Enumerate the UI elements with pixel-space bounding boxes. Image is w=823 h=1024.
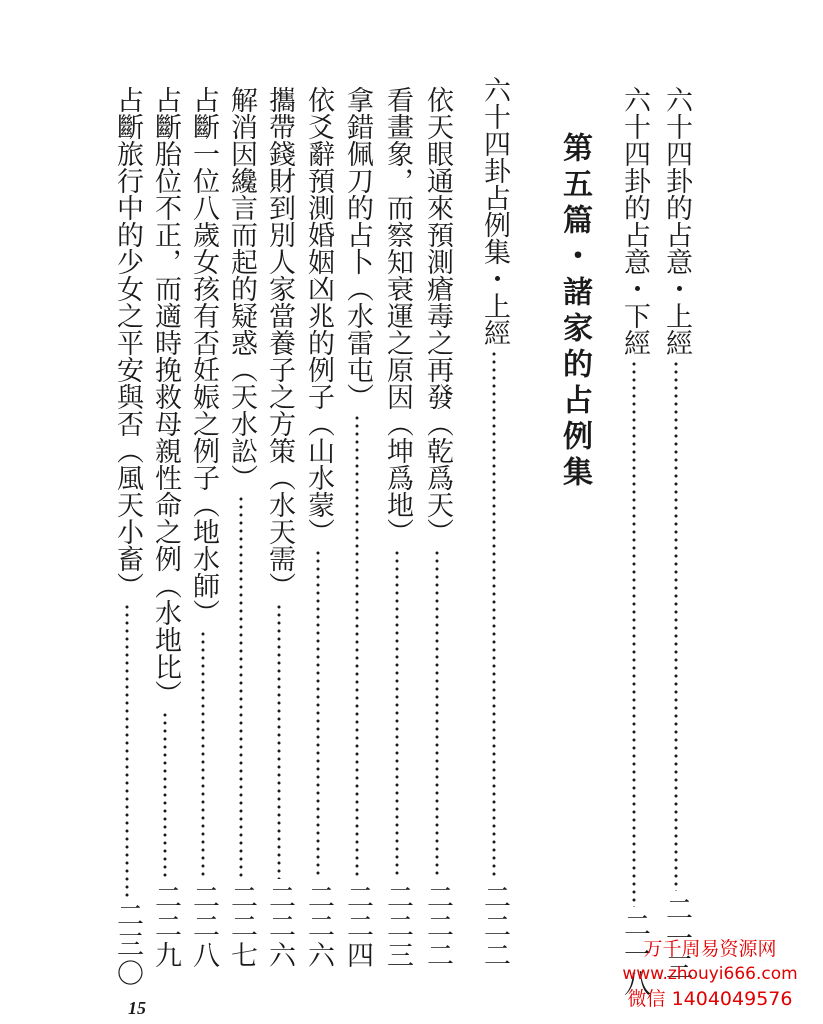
toc-entry-page: 二二六 [303, 883, 334, 970]
section-heading: 第五篇・諸家的占例集 [557, 132, 592, 492]
toc-entry-title: 看畫象，而察知衰運之原因（坤爲地） [382, 86, 413, 545]
toc-entry-title: 六十四卦占例集・上經 [479, 76, 510, 346]
toc-entry [262, 86, 296, 970]
site-watermark [600, 937, 820, 1012]
toc-entry-page: 二二七 [226, 883, 257, 970]
toc-entry-page: 二二三 [382, 883, 413, 970]
toc-entry [420, 86, 454, 970]
toc-entry [148, 86, 182, 970]
toc-entry-page: 二一八 [619, 911, 650, 998]
toc-entry [380, 86, 414, 970]
toc-entry-title: 拿錯佩刀的占卜（水雷屯） [342, 86, 373, 410]
toc-leader-dots [617, 360, 651, 907]
page-number: 15 [128, 998, 146, 1018]
toc-leader-dots [659, 360, 693, 891]
toc-entry-title: 占斷旅行中的少女之平安與否（風天小畜） [112, 86, 143, 599]
toc-leader-dots [380, 549, 414, 879]
toc-leader-dots [224, 495, 258, 879]
toc-entry-title: 依爻辭預測婚姻凶兆的例子（山水蒙） [303, 86, 334, 545]
toc-leader-dots [110, 603, 144, 897]
toc-entry-page: 二二六 [264, 883, 295, 970]
toc-leader-dots [148, 711, 182, 879]
watermark-line: 万千周易资源网 [643, 938, 777, 960]
watermark-contact: 微信 1404049576 [627, 988, 793, 1010]
toc-entry-lower-canon-meanings [617, 86, 651, 998]
toc-entry-page: 二二八 [188, 883, 219, 970]
toc-entry [186, 86, 220, 970]
toc-entry-title: 六十四卦的占意・上經 [661, 86, 692, 356]
toc-entry-title: 解消因纔言而起的疑惑（天水訟） [226, 86, 257, 491]
toc-leader-dots [262, 603, 296, 879]
toc-entry-title: 攜帶錢財到別人家當養子之方策（水天需） [264, 86, 295, 599]
toc-entry-page: 二二九 [150, 883, 181, 970]
toc-entry [340, 86, 374, 970]
toc-entry-title: 占斷胎位不正，而適時挽救母親性命之例（水地比） [150, 86, 181, 707]
toc-entry [301, 86, 335, 970]
toc-entry-upper-canon-meanings [659, 86, 693, 982]
toc-entry-title: 六十四卦的占意・下經 [619, 86, 650, 356]
toc-entry-title: 依天眼通來預測瘡毒之再發（乾爲天） [422, 86, 453, 545]
toc-leader-dots [420, 549, 454, 879]
toc-entry [110, 86, 144, 988]
toc-entry-title: 占斷一位八歲女孩有否妊娠之例子（地水師） [188, 86, 219, 626]
toc-leader-dots [340, 414, 374, 879]
toc-leader-dots [477, 350, 511, 879]
toc-entry-page: 二一三 [661, 895, 692, 982]
toc-entry-page: 二二四 [342, 883, 373, 970]
toc-entry-sub-heading [477, 76, 511, 970]
toc-entry-page: 二三〇 [112, 901, 143, 988]
toc-entry-page: 二二二 [479, 883, 510, 970]
watermark-url: www.zhouyi666.com [622, 964, 798, 984]
toc-leader-dots [186, 630, 220, 879]
toc-entry [224, 86, 258, 970]
toc-entry-page: 二二二 [422, 883, 453, 970]
toc-leader-dots [301, 549, 335, 879]
